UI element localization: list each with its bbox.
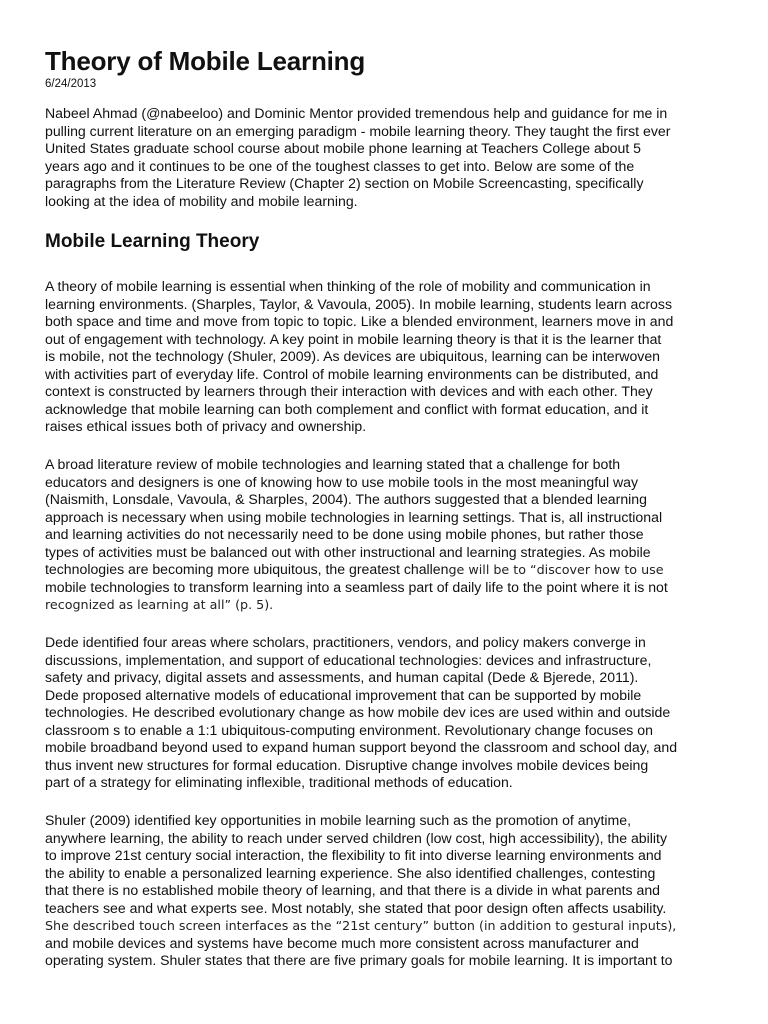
- publish-date: 6/24/2013: [45, 78, 97, 90]
- text-segment-alt-font: ge will be to “discover how to use: [448, 562, 664, 578]
- text-line-alt-font: She described touch screen interfaces as the “21st century” button (in addition to gestural inputs),: [45, 918, 677, 934]
- text-line: both space and time and move from topic to topic. Like a blended environment, learners move in and: [45, 313, 674, 330]
- text-line: types of activities must be balanced out with other instructional and learning strategies. As mobile: [45, 543, 651, 560]
- text-line-alt-font: recognized as learning at all” (p. 5).: [45, 597, 274, 613]
- text-line: United States graduate school course about mobile phone learning at Teachers College about 5: [45, 140, 641, 157]
- text-line: classroom s to enable a 1:1 ubiquitous-computing environment. Revolutionary change focuses on: [45, 721, 653, 738]
- text-line: educators and designers is one of knowing how to use mobile tools in the most meaningful way: [45, 473, 639, 490]
- text-line: the ability to enable a personalized learning experience. She also identified challenges, contesting: [45, 864, 656, 881]
- text-line: A theory of mobile learning is essential when thinking of the role of mobility and communication in: [45, 278, 651, 294]
- text-line: out of engagement with technology. A key point in mobile learning theory is that it is the learner that: [45, 330, 662, 347]
- body-paragraph: [45, 278, 735, 436]
- text-line: teachers see and what experts see. Most notably, she stated that poor design often affects usability.: [45, 899, 667, 916]
- text-line: discussions, implementation, and support of educational technologies: devices and infrastructure,: [45, 651, 652, 668]
- text-line: A broad literature review of mobile technologies and learning stated that a challenge for both: [45, 456, 621, 472]
- text-line: Dede identified four areas where scholars, practitioners, vendors, and policy makers converge in: [45, 634, 646, 650]
- text-line: mobile technologies to transform learning into a seamless part of daily life to the point where it is not: [45, 578, 668, 595]
- text-segment: technologies are becoming more ubiquitous, the greatest challen: [45, 561, 449, 578]
- body-paragraph: [45, 634, 735, 792]
- text-line: is mobile, not the technology (Shuler, 2009). As devices are ubiquitous, learning can be interwoven: [45, 348, 661, 365]
- intro-paragraph: [45, 105, 735, 210]
- text-line: to improve 21st century social interaction, the flexibility to fit into diverse learning environments and: [45, 847, 662, 864]
- text-line: mobile broadband beyond used to expand human support beyond the classroom and school day, and: [45, 739, 678, 756]
- text-line: context is constructed by learners through their interaction with devices and with each other. They: [45, 383, 653, 400]
- text-line: looking at the idea of mobility and mobile learning.: [45, 192, 358, 209]
- text-line: that there is no established mobile theory of learning, and that there is a divide in what parents and: [45, 882, 661, 899]
- text-line: pulling current literature on an emerging paradigm - mobile learning theory. They taught the first ever: [45, 122, 671, 139]
- text-line: thus invent new structures for formal education. Disruptive change involves mobile devices being: [45, 756, 649, 773]
- text-line: raises ethical issues both of privacy and ownership.: [45, 418, 367, 435]
- text-line: learning environments. (Sharples, Taylor, & Vavoula, 2005). In mobile learning, students learn across: [45, 295, 672, 312]
- text-line: and mobile devices and systems have become much more consistent across manufacturer and: [45, 934, 639, 951]
- page-title: Theory of Mobile Learning: [45, 46, 366, 76]
- text-line: Dede proposed alternative models of educational improvement that can be supported by mobile: [45, 686, 642, 703]
- text-line: paragraphs from the Literature Review (Chapter 2) section on Mobile Screencasting, specifically: [45, 175, 644, 192]
- body-paragraph: [45, 456, 735, 614]
- text-line: Shuler (2009) identified key opportunities in mobile learning such as the promotion of anytime,: [45, 812, 632, 828]
- text-line: acknowledge that mobile learning can both complement and conflict with format education, and it: [45, 400, 649, 417]
- text-line: technologies. He described evolutionary change as how mobile dev ices are used within and outside: [45, 704, 671, 721]
- text-line: operating system. Shuler states that there are five primary goals for mobile learning. It is important to: [45, 952, 673, 969]
- text-line: part of a strategy for eliminating inflexible, traditional methods of education.: [45, 774, 513, 791]
- text-line: Nabeel Ahmad (@nabeeloo) and Dominic Mentor provided tremendous help and guidance for me in: [45, 105, 668, 121]
- text-line: [45, 561, 735, 579]
- section-heading: Mobile Learning Theory: [45, 231, 260, 252]
- text-line: and learning activities do not necessarily need to be done using mobile phones, but rather those: [45, 526, 644, 543]
- body-paragraph: [45, 812, 735, 970]
- text-line: anywhere learning, the ability to reach under served children (low cost, high accessibility), the ability: [45, 829, 668, 846]
- text-line: safety and privacy, digital assets and assessments, and human capital (Dede & Bjerede, 2011).: [45, 669, 639, 686]
- text-line: (Naismith, Lonsdale, Vavoula, & Sharples, 2004). The authors suggested that a blended learning: [45, 491, 647, 508]
- text-line: years ago and it continues to be one of the toughest classes to get into. Below are some of the: [45, 157, 635, 174]
- text-line: with activities part of everyday life. Control of mobile learning environments can be distributed, and: [45, 365, 659, 382]
- text-line: approach is necessary when using mobile technologies in learning settings. That is, all instructional: [45, 508, 663, 525]
